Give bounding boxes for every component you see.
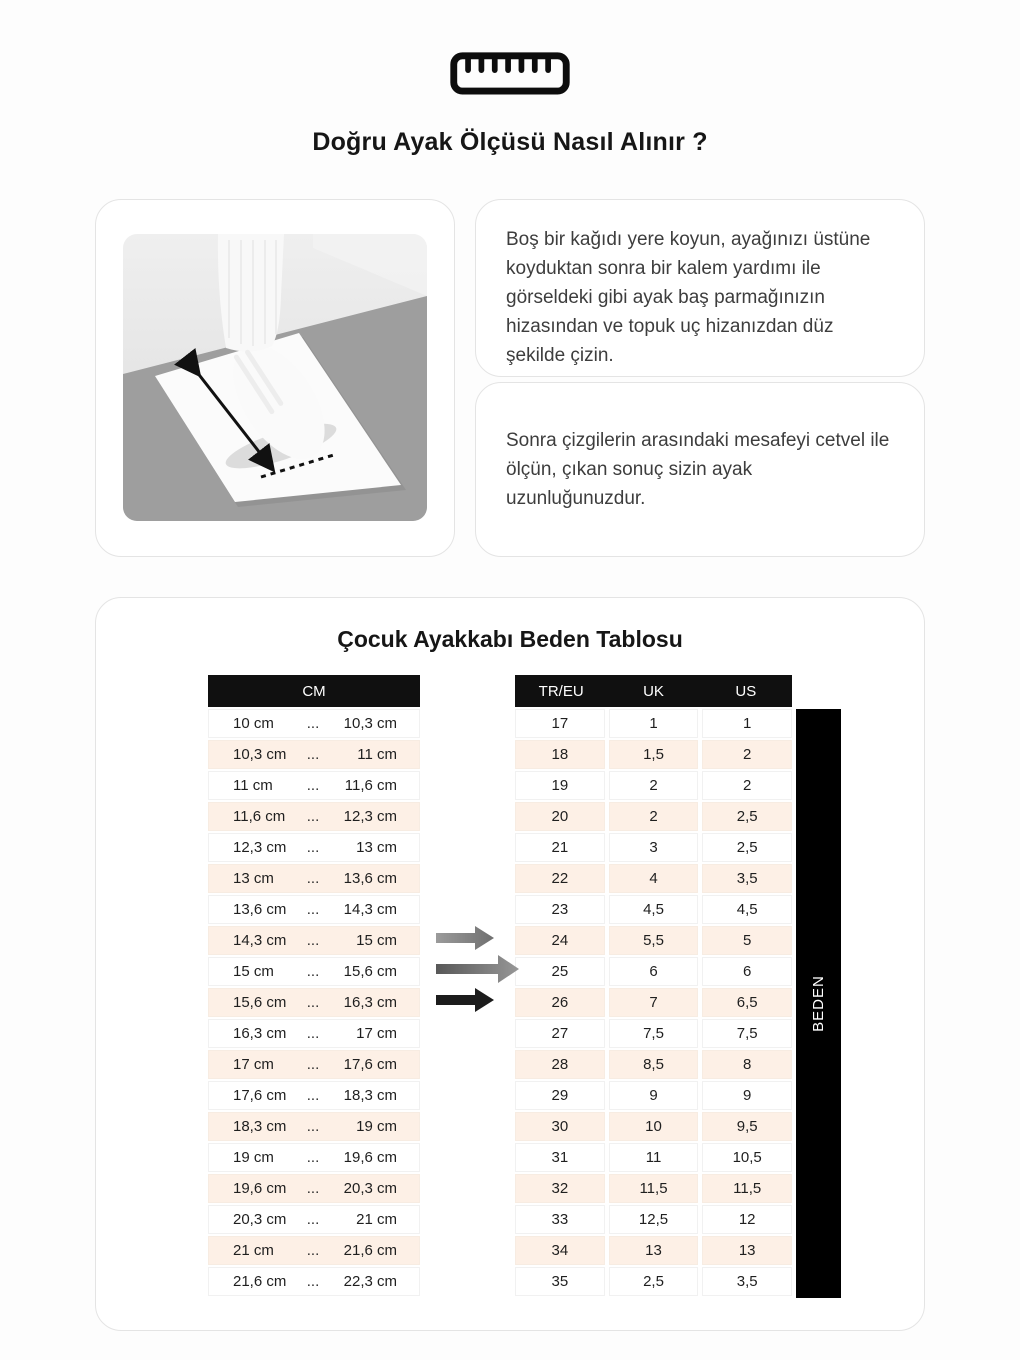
instruction-card-1 bbox=[475, 199, 925, 377]
size-value: 25 bbox=[515, 957, 605, 986]
size-value: 1 bbox=[702, 709, 792, 738]
size-value: 2,5 bbox=[702, 802, 792, 831]
cm-from-value: 13 cm bbox=[233, 870, 274, 887]
size-value: 19 bbox=[515, 771, 605, 800]
size-table bbox=[515, 675, 792, 1298]
range-separator: ... bbox=[306, 1273, 320, 1290]
instruction-card-2 bbox=[475, 382, 925, 557]
cm-to-value: 22,3 cm bbox=[343, 1273, 397, 1290]
cm-table-row bbox=[208, 1112, 420, 1141]
size-value: 5,5 bbox=[609, 926, 699, 955]
size-table-row bbox=[515, 1112, 792, 1141]
cm-from-value: 17,6 cm bbox=[233, 1087, 287, 1104]
size-value: 7,5 bbox=[609, 1019, 699, 1048]
cm-table-row bbox=[208, 895, 420, 924]
range-separator: ... bbox=[306, 1242, 320, 1259]
transfer-arrows-icon bbox=[420, 675, 515, 1298]
cm-to-value: 20,3 cm bbox=[343, 1180, 397, 1197]
size-value: 8 bbox=[702, 1050, 792, 1079]
size-value: 6 bbox=[702, 957, 792, 986]
beden-side-bar bbox=[796, 709, 841, 1298]
range-separator: ... bbox=[306, 870, 320, 887]
size-value: 9 bbox=[609, 1081, 699, 1110]
size-chart-title: Çocuk Ayakkabı Beden Tablosu bbox=[337, 626, 683, 652]
size-table-row bbox=[515, 1267, 792, 1296]
size-value: 26 bbox=[515, 988, 605, 1017]
size-table-row bbox=[515, 1050, 792, 1079]
size-value: 11 bbox=[609, 1143, 699, 1172]
cm-to-value: 13,6 cm bbox=[343, 870, 397, 887]
size-table-row bbox=[515, 802, 792, 831]
cm-table-row bbox=[208, 988, 420, 1017]
size-value: 6,5 bbox=[702, 988, 792, 1017]
size-value: 33 bbox=[515, 1205, 605, 1234]
size-table-row bbox=[515, 1019, 792, 1048]
size-value: 3,5 bbox=[702, 864, 792, 893]
cm-table-body bbox=[208, 709, 420, 1296]
cm-table-row bbox=[208, 771, 420, 800]
size-table-row bbox=[515, 864, 792, 893]
beden-label: BEDEN bbox=[810, 975, 827, 1032]
cm-table-row bbox=[208, 1143, 420, 1172]
cm-to-value: 19,6 cm bbox=[343, 1149, 397, 1166]
range-separator: ... bbox=[306, 963, 320, 980]
size-table-row bbox=[515, 957, 792, 986]
cm-to-value: 12,3 cm bbox=[343, 808, 397, 825]
size-table-row bbox=[515, 1205, 792, 1234]
size-value: 11,5 bbox=[609, 1174, 699, 1203]
size-value: 5 bbox=[702, 926, 792, 955]
size-column-header: US bbox=[735, 682, 757, 700]
size-value: 17 bbox=[515, 709, 605, 738]
cm-from-value: 15 cm bbox=[233, 963, 274, 980]
cm-table-row bbox=[208, 926, 420, 955]
cm-table-row bbox=[208, 1174, 420, 1203]
size-value: 8,5 bbox=[609, 1050, 699, 1079]
range-separator: ... bbox=[306, 901, 320, 918]
cm-from-value: 15,6 cm bbox=[233, 994, 287, 1011]
size-value: 13 bbox=[702, 1236, 792, 1265]
measurement-section bbox=[95, 199, 925, 557]
cm-from-value: 10,3 cm bbox=[233, 746, 287, 763]
size-value: 7,5 bbox=[702, 1019, 792, 1048]
size-value: 27 bbox=[515, 1019, 605, 1048]
size-value: 11,5 bbox=[702, 1174, 792, 1203]
size-value: 23 bbox=[515, 895, 605, 924]
instruction-step2-text: Sonra çizgilerin arasındaki mesafeyi cetvel ile ölçün, çıkan sonuç sizin ayak uzunluğunuzdur. bbox=[506, 430, 890, 509]
size-value: 20 bbox=[515, 802, 605, 831]
instruction-step1-text: Boş bir kağıdı yere koyun, ayağınızı üstüne koyduktan sonra bir kalem yardımı ile görseldeki gibi ayak baş parmağınızın hizasından ve topuk uç hizanızdan düz şekilde çizin. bbox=[506, 229, 871, 366]
range-separator: ... bbox=[306, 1211, 320, 1228]
cm-from-value: 20,3 cm bbox=[233, 1211, 287, 1228]
cm-from-value: 19 cm bbox=[233, 1149, 274, 1166]
cm-from-value: 21,6 cm bbox=[233, 1273, 287, 1290]
size-value: 34 bbox=[515, 1236, 605, 1265]
cm-from-value: 21 cm bbox=[233, 1242, 274, 1259]
cm-to-value: 11 cm bbox=[357, 746, 397, 763]
cm-to-value: 15,6 cm bbox=[343, 963, 397, 980]
cm-table bbox=[208, 675, 420, 1298]
range-separator: ... bbox=[306, 1087, 320, 1104]
cm-table-row bbox=[208, 802, 420, 831]
range-separator: ... bbox=[306, 839, 320, 856]
cm-from-value: 18,3 cm bbox=[233, 1118, 287, 1135]
size-value: 9 bbox=[702, 1081, 792, 1110]
cm-table-row bbox=[208, 957, 420, 986]
size-value: 7 bbox=[609, 988, 699, 1017]
size-value: 10 bbox=[609, 1112, 699, 1141]
cm-table-row bbox=[208, 833, 420, 862]
size-value: 35 bbox=[515, 1267, 605, 1296]
range-separator: ... bbox=[306, 1118, 320, 1135]
size-value: 1 bbox=[609, 709, 699, 738]
size-value: 2,5 bbox=[609, 1267, 699, 1296]
size-value: 12,5 bbox=[609, 1205, 699, 1234]
size-value: 10,5 bbox=[702, 1143, 792, 1172]
cm-table-row bbox=[208, 864, 420, 893]
sock-leg bbox=[218, 234, 284, 352]
cm-to-value: 21,6 cm bbox=[343, 1242, 397, 1259]
size-value: 28 bbox=[515, 1050, 605, 1079]
size-column-header: UK bbox=[643, 682, 664, 700]
size-table-header bbox=[515, 675, 792, 707]
size-value: 3 bbox=[609, 833, 699, 862]
cm-from-value: 10 cm bbox=[233, 715, 274, 732]
range-separator: ... bbox=[306, 994, 320, 1011]
size-table-row bbox=[515, 740, 792, 769]
range-separator: ... bbox=[306, 746, 320, 763]
size-value: 2,5 bbox=[702, 833, 792, 862]
cm-to-value: 11,6 cm bbox=[344, 777, 397, 794]
size-value: 13 bbox=[609, 1236, 699, 1265]
cm-table-row bbox=[208, 1019, 420, 1048]
size-value: 2 bbox=[702, 771, 792, 800]
cm-table-row bbox=[208, 740, 420, 769]
page-title: Doğru Ayak Ölçüsü Nasıl Alınır ? bbox=[312, 128, 708, 156]
size-value: 6 bbox=[609, 957, 699, 986]
size-column-header: TR/EU bbox=[538, 682, 584, 700]
size-value: 1,5 bbox=[609, 740, 699, 769]
cm-table-row bbox=[208, 709, 420, 738]
size-value: 4,5 bbox=[609, 895, 699, 924]
size-value: 29 bbox=[515, 1081, 605, 1110]
cm-from-value: 17 cm bbox=[233, 1056, 274, 1073]
instructions-column bbox=[475, 199, 925, 557]
cm-to-value: 21 cm bbox=[356, 1211, 397, 1228]
cm-table-row bbox=[208, 1205, 420, 1234]
size-value: 2 bbox=[609, 802, 699, 831]
cm-to-value: 14,3 cm bbox=[343, 901, 397, 918]
size-table-row bbox=[515, 895, 792, 924]
cm-to-value: 16,3 cm bbox=[343, 994, 397, 1011]
size-table-row bbox=[515, 833, 792, 862]
size-value: 12 bbox=[702, 1205, 792, 1234]
size-value: 18 bbox=[515, 740, 605, 769]
ruler-icon bbox=[0, 50, 1020, 96]
cm-to-value: 19 cm bbox=[356, 1118, 397, 1135]
size-value: 4,5 bbox=[702, 895, 792, 924]
size-chart-card bbox=[95, 597, 925, 1331]
cm-to-value: 13 cm bbox=[356, 839, 397, 856]
size-table-row bbox=[515, 1081, 792, 1110]
cm-to-value: 17,6 cm bbox=[343, 1056, 397, 1073]
size-value: 24 bbox=[515, 926, 605, 955]
size-table-row bbox=[515, 1236, 792, 1265]
cm-from-value: 13,6 cm bbox=[233, 901, 287, 918]
cm-table-row bbox=[208, 1236, 420, 1265]
size-table-row bbox=[515, 709, 792, 738]
size-value: 31 bbox=[515, 1143, 605, 1172]
cm-to-value: 15 cm bbox=[356, 932, 397, 949]
cm-table-row bbox=[208, 1267, 420, 1296]
size-value: 4 bbox=[609, 864, 699, 893]
range-separator: ... bbox=[306, 1149, 320, 1166]
size-table-row bbox=[515, 988, 792, 1017]
cm-from-value: 19,6 cm bbox=[233, 1180, 287, 1197]
cm-to-value: 17 cm bbox=[356, 1025, 397, 1042]
range-separator: ... bbox=[306, 1025, 320, 1042]
cm-from-value: 14,3 cm bbox=[233, 932, 287, 949]
range-separator: ... bbox=[306, 808, 320, 825]
cm-table-row bbox=[208, 1081, 420, 1110]
cm-from-value: 11,6 cm bbox=[233, 808, 286, 825]
range-separator: ... bbox=[306, 1180, 320, 1197]
foot-measurement-photo bbox=[123, 234, 427, 521]
size-value: 3,5 bbox=[702, 1267, 792, 1296]
size-value: 22 bbox=[515, 864, 605, 893]
cm-to-value: 18,3 cm bbox=[343, 1087, 397, 1104]
range-separator: ... bbox=[306, 1056, 320, 1073]
cm-from-value: 11 cm bbox=[233, 777, 273, 794]
cm-from-value: 16,3 cm bbox=[233, 1025, 287, 1042]
size-table-body bbox=[515, 709, 792, 1296]
range-separator: ... bbox=[306, 715, 320, 732]
range-separator: ... bbox=[306, 777, 320, 794]
size-table-row bbox=[515, 1174, 792, 1203]
size-value: 2 bbox=[609, 771, 699, 800]
cm-from-value: 12,3 cm bbox=[233, 839, 287, 856]
page-header bbox=[0, 0, 1020, 157]
size-tables bbox=[96, 675, 924, 1298]
size-value: 21 bbox=[515, 833, 605, 862]
size-value: 30 bbox=[515, 1112, 605, 1141]
size-table-row bbox=[515, 1143, 792, 1172]
size-table-row bbox=[515, 926, 792, 955]
size-value: 9,5 bbox=[702, 1112, 792, 1141]
size-table-row bbox=[515, 771, 792, 800]
foot-photo-card bbox=[95, 199, 455, 557]
range-separator: ... bbox=[306, 932, 320, 949]
cm-table-row bbox=[208, 1050, 420, 1079]
cm-to-value: 10,3 cm bbox=[343, 715, 397, 732]
size-value: 2 bbox=[702, 740, 792, 769]
size-value: 32 bbox=[515, 1174, 605, 1203]
cm-table-header: CM bbox=[208, 675, 420, 707]
